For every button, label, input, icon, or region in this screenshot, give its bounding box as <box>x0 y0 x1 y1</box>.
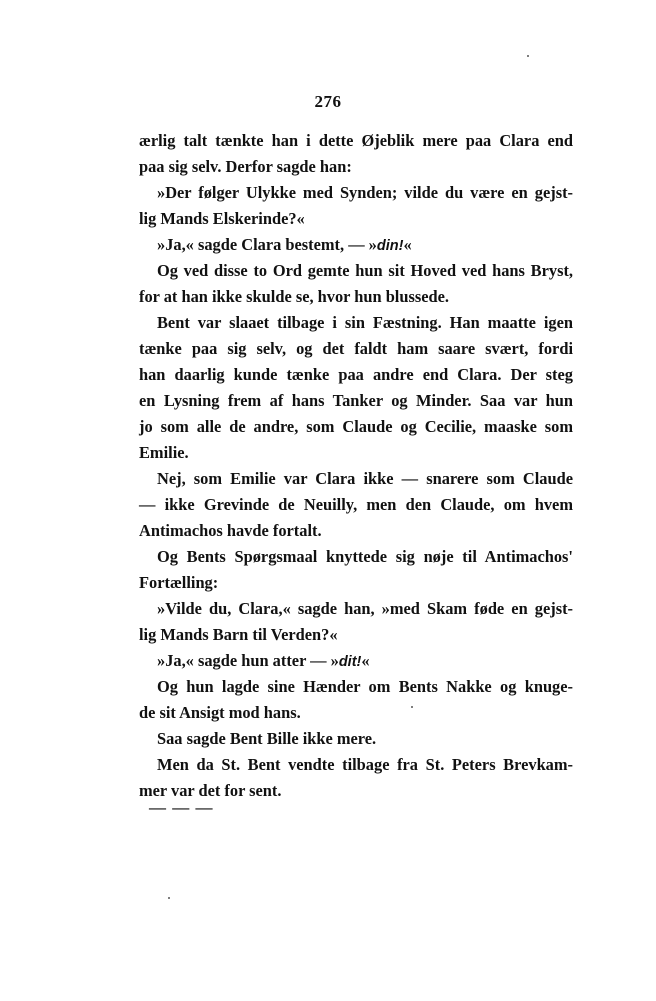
paper-speck <box>411 706 413 708</box>
text-line: Fortælling: <box>139 573 219 592</box>
emphasized-word: dit! <box>338 654 362 670</box>
text-line: lig Mands Elskerinde?« <box>139 209 305 228</box>
text-line: han daarlig kunde tænke paa andre end Clara. Der steg <box>139 365 573 384</box>
text-line: for at han ikke skulde se, hvor hun blussede. <box>139 287 449 306</box>
text-line: »Ja,« sagde hun atter — »dit!« <box>157 651 370 670</box>
paper-speck <box>168 897 170 899</box>
text-line: de sit Ansigt mod hans. <box>139 703 301 722</box>
text-line: Og Bents Spørgsmaal knyttede sig nøje til Antimachos' <box>157 547 573 566</box>
text-line: Men da St. Bent vendte tilbage fra St. Peters Brevkam- <box>157 755 573 774</box>
text-line: »Ja,« sagde Clara bestemt, — »din!« <box>157 235 412 254</box>
page-number: 276 <box>314 92 342 111</box>
text-line: mer var det for sent. <box>139 781 282 800</box>
text-line: tænke paa sig selv, og det faldt ham saare svært, fordi <box>139 339 573 358</box>
text-line: Saa sagde Bent Bille ikke mere. <box>157 729 377 748</box>
text-line: »Der følger Ulykke med Synden; vilde du være en gejst- <box>157 183 573 202</box>
body-text <box>139 128 573 804</box>
section-end-mark: — — — <box>149 798 214 817</box>
paper-speck <box>527 55 529 57</box>
text-line: Nej, som Emilie var Clara ikke — snarere som Claude <box>157 469 573 488</box>
text-line: Emilie. <box>139 443 189 462</box>
emphasized-word: din! <box>376 238 404 254</box>
text-line: Og ved disse to Ord gemte hun sit Hoved ved hans Bryst, <box>157 261 573 280</box>
text-line: Antimachos havde fortalt. <box>139 521 322 540</box>
text-line: lig Mands Barn til Verden?« <box>139 625 338 644</box>
text-line: Og hun lagde sine Hænder om Bents Nakke og knuge- <box>157 677 573 696</box>
text-line: ærlig talt tænkte han i dette Øjeblik mere paa Clara end <box>139 131 573 150</box>
text-line: Bent var slaaet tilbage i sin Fæstning. Han maatte igen <box>157 313 573 332</box>
text-line: »Vilde du, Clara,« sagde han, »med Skam føde en gejst- <box>157 599 573 618</box>
text-line: — ikke Grevinde de Neuilly, men den Claude, om hvem <box>139 495 573 514</box>
text-line: en Lysning frem af hans Tanker og Minder. Saa var hun <box>139 391 573 410</box>
text-line: jo som alle de andre, som Claude og Cecilie, maaske som <box>139 417 573 436</box>
text-line: paa sig selv. Derfor sagde han: <box>139 157 352 176</box>
